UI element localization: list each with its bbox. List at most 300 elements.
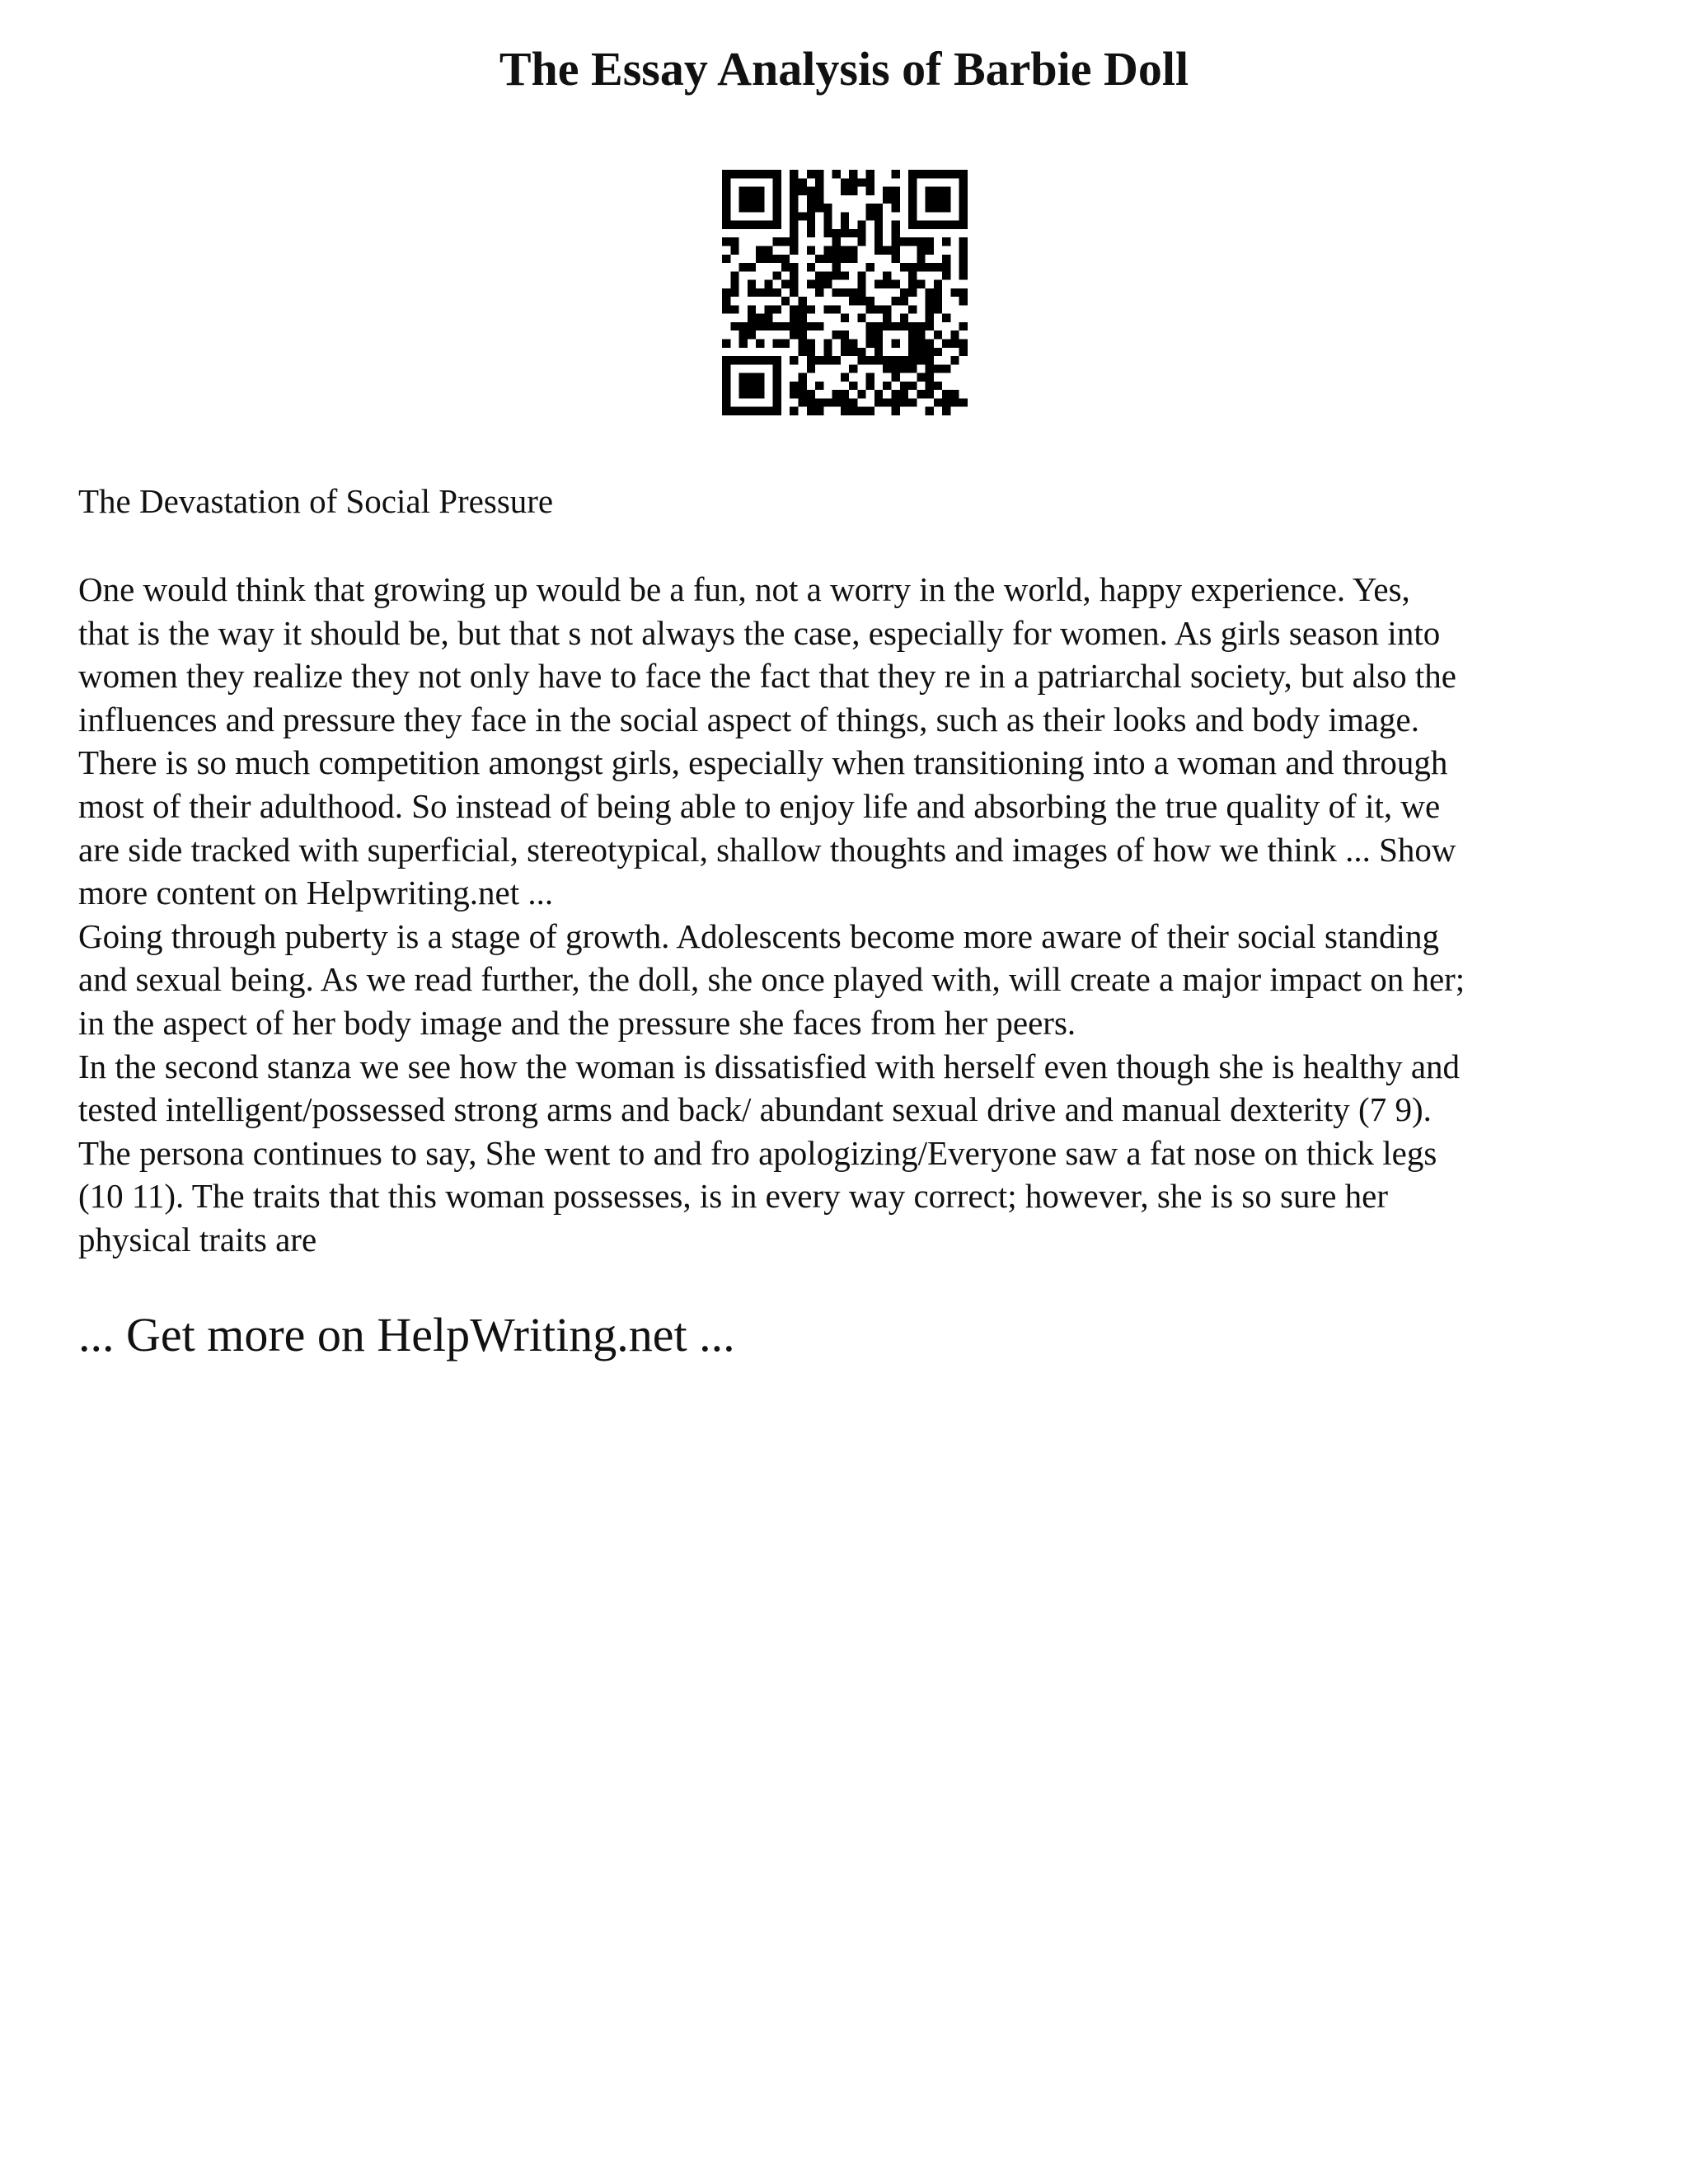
qr-module xyxy=(857,237,865,246)
qr-module xyxy=(807,187,815,195)
qr-module xyxy=(773,212,781,220)
qr-module xyxy=(807,212,815,220)
qr-module xyxy=(857,229,865,237)
qr-module xyxy=(764,221,772,229)
qr-module xyxy=(815,288,823,297)
qr-module xyxy=(926,407,934,415)
qr-module xyxy=(739,195,748,204)
qr-module xyxy=(823,348,832,356)
qr-module xyxy=(790,322,798,330)
qr-module xyxy=(849,398,857,406)
qr-module xyxy=(926,390,934,398)
qr-module xyxy=(908,382,917,390)
qr-module xyxy=(764,314,772,322)
qr-module xyxy=(883,322,891,330)
qr-module xyxy=(748,407,756,415)
qr-module xyxy=(798,212,806,220)
qr-module xyxy=(722,340,730,348)
qr-module xyxy=(823,221,832,229)
qr-module xyxy=(892,229,900,237)
qr-module xyxy=(730,288,738,297)
qr-module xyxy=(959,187,968,195)
qr-module xyxy=(866,373,874,382)
qr-module xyxy=(815,187,823,195)
qr-module xyxy=(807,390,815,398)
qr-module xyxy=(874,348,883,356)
qr-module xyxy=(807,356,815,364)
qr-module xyxy=(798,314,806,322)
qr-module xyxy=(807,398,815,406)
qr-module xyxy=(823,229,832,237)
qr-module xyxy=(832,246,841,254)
qr-module xyxy=(942,390,950,398)
qr-module xyxy=(849,288,857,297)
qr-module xyxy=(815,322,823,330)
qr-module xyxy=(773,305,781,313)
qr-module xyxy=(823,398,832,406)
qr-module xyxy=(849,246,857,254)
qr-module xyxy=(722,407,730,415)
qr-module xyxy=(832,237,841,246)
qr-module xyxy=(790,330,798,339)
qr-module xyxy=(790,390,798,398)
qr-module xyxy=(841,187,849,195)
qr-module xyxy=(798,322,806,330)
qr-module xyxy=(841,398,849,406)
qr-module xyxy=(748,373,756,382)
qr-module xyxy=(773,237,781,246)
qr-module xyxy=(823,255,832,263)
qr-module xyxy=(841,212,849,220)
qr-module xyxy=(926,340,934,348)
qr-module xyxy=(832,390,841,398)
qr-module xyxy=(832,263,841,271)
qr-module xyxy=(857,178,865,186)
text-line: One would think that growing up would be a fun, not a worry in the world, happy experience. Yes, xyxy=(78,570,1410,608)
qr-module xyxy=(892,373,900,382)
qr-module xyxy=(815,407,823,415)
qr-module xyxy=(892,246,900,254)
qr-module xyxy=(823,212,832,220)
qr-module xyxy=(722,382,730,390)
qr-module xyxy=(798,373,806,382)
qr-module xyxy=(739,263,748,271)
qr-module xyxy=(790,187,798,195)
qr-module xyxy=(908,322,917,330)
qr-module xyxy=(832,356,841,364)
qr-module xyxy=(934,330,942,339)
qr-module xyxy=(841,288,849,297)
qr-module xyxy=(866,322,874,330)
qr-module xyxy=(866,382,874,390)
qr-module xyxy=(748,390,756,398)
qr-module xyxy=(866,330,874,339)
text-line: are side tracked with superficial, stereotypical, shallow thoughts and images of how we think ... Show xyxy=(78,830,1456,869)
qr-module xyxy=(908,356,917,364)
qr-module xyxy=(722,373,730,382)
qr-module xyxy=(874,212,883,220)
qr-module xyxy=(790,246,798,254)
qr-module xyxy=(892,187,900,195)
qr-module xyxy=(807,195,815,204)
qr-module xyxy=(892,390,900,398)
qr-module xyxy=(773,364,781,373)
qr-module xyxy=(908,204,917,212)
qr-module xyxy=(739,221,748,229)
qr-module xyxy=(790,178,798,186)
qr-module xyxy=(849,297,857,305)
qr-module xyxy=(756,246,764,254)
qr-module xyxy=(883,356,891,364)
qr-module xyxy=(892,322,900,330)
qr-module xyxy=(959,288,968,297)
qr-module xyxy=(934,297,942,305)
qr-module xyxy=(832,288,841,297)
qr-module xyxy=(832,271,841,279)
qr-module xyxy=(773,340,781,348)
qr-module xyxy=(722,237,730,246)
qr-module xyxy=(756,170,764,178)
qr-module xyxy=(722,195,730,204)
qr-module xyxy=(815,398,823,406)
qr-module xyxy=(892,356,900,364)
text-line: influences and pressure they face in the social aspect of things, such as their looks and body image. xyxy=(78,700,1419,738)
qr-module xyxy=(908,178,917,186)
text-line: Going through puberty is a stage of growth. Adolescents become more aware of their social standing xyxy=(78,916,1439,955)
qr-module xyxy=(857,356,865,364)
qr-module xyxy=(849,255,857,263)
qr-module xyxy=(866,212,874,220)
qr-module xyxy=(748,356,756,364)
qr-module xyxy=(942,237,950,246)
qr-module xyxy=(866,187,874,195)
qr-module xyxy=(950,288,959,297)
qr-module xyxy=(892,237,900,246)
qr-module xyxy=(874,398,883,406)
qr-module xyxy=(773,204,781,212)
qr-module xyxy=(798,330,806,339)
qr-module xyxy=(764,356,772,364)
qr-module xyxy=(841,271,849,279)
qr-module xyxy=(730,322,738,330)
qr-module xyxy=(950,390,959,398)
qr-module xyxy=(748,195,756,204)
qr-module xyxy=(730,280,738,288)
qr-module xyxy=(790,407,798,415)
qr-module xyxy=(756,373,764,382)
qr-module xyxy=(832,398,841,406)
qr-module xyxy=(722,212,730,220)
qr-module xyxy=(807,280,815,288)
qr-module xyxy=(756,288,764,297)
qr-module xyxy=(900,398,908,406)
qr-module xyxy=(942,364,950,373)
qr-module xyxy=(900,297,908,305)
text-line: In the second stanza we see how the woman is dissatisfied with herself even though she is healthy and xyxy=(78,1047,1461,1085)
essay-paragraph xyxy=(78,1045,1628,1262)
qr-module xyxy=(790,288,798,297)
qr-module xyxy=(900,382,908,390)
qr-module xyxy=(942,195,950,204)
qr-module xyxy=(926,373,934,382)
qr-module xyxy=(959,255,968,263)
qr-module xyxy=(815,170,823,178)
qr-module xyxy=(832,305,841,313)
qr-module xyxy=(815,195,823,204)
qr-module xyxy=(764,322,772,330)
qr-module xyxy=(790,271,798,279)
qr-module xyxy=(832,170,841,178)
essay-paragraph xyxy=(78,915,1628,1045)
qr-module xyxy=(917,373,925,382)
qr-module xyxy=(832,330,841,339)
qr-code-icon xyxy=(722,170,968,415)
qr-module xyxy=(849,364,857,373)
qr-module xyxy=(900,390,908,398)
qr-module xyxy=(722,364,730,373)
qr-module xyxy=(790,229,798,237)
qr-module xyxy=(857,348,865,356)
qr-module xyxy=(908,237,917,246)
qr-module xyxy=(917,280,925,288)
qr-module xyxy=(857,297,865,305)
qr-module xyxy=(764,246,772,254)
qr-module xyxy=(815,271,823,279)
qr-module xyxy=(950,170,959,178)
qr-module xyxy=(908,195,917,204)
qr-module xyxy=(722,255,730,263)
qr-module xyxy=(722,305,730,313)
qr-module xyxy=(790,263,798,271)
qr-module xyxy=(815,204,823,212)
qr-module xyxy=(942,314,950,322)
qr-module xyxy=(739,373,748,382)
qr-module xyxy=(790,305,798,313)
qr-module xyxy=(748,314,756,322)
qr-module xyxy=(823,356,832,364)
qr-module xyxy=(874,229,883,237)
qr-module xyxy=(781,340,790,348)
qr-module xyxy=(866,170,874,178)
qr-module xyxy=(756,407,764,415)
qr-module xyxy=(959,246,968,254)
get-more-link[interactable]: ... Get more on HelpWriting.net ... xyxy=(78,1308,735,1361)
qr-module xyxy=(798,178,806,186)
qr-module xyxy=(866,407,874,415)
show-more-link[interactable]: more content on Helpwriting.net ... xyxy=(78,874,554,912)
qr-module xyxy=(917,263,925,271)
qr-module xyxy=(807,263,815,271)
qr-module xyxy=(722,187,730,195)
qr-module xyxy=(849,340,857,348)
qr-module xyxy=(756,195,764,204)
qr-module xyxy=(748,288,756,297)
qr-module xyxy=(942,221,950,229)
qr-module xyxy=(900,322,908,330)
qr-module xyxy=(748,322,756,330)
qr-module xyxy=(807,340,815,348)
qr-module xyxy=(790,314,798,322)
qr-module xyxy=(781,263,790,271)
qr-module xyxy=(841,373,849,382)
qr-module xyxy=(823,340,832,348)
qr-module xyxy=(883,246,891,254)
qr-module xyxy=(934,398,942,406)
qr-module xyxy=(883,305,891,313)
qr-module xyxy=(722,288,730,297)
qr-module xyxy=(857,221,865,229)
qr-module xyxy=(883,382,891,390)
text-line: (10 11). The traits that this woman possesses, is in every way correct; however, she is so sure her xyxy=(78,1177,1389,1216)
qr-module xyxy=(866,178,874,186)
qr-module xyxy=(756,356,764,364)
qr-module xyxy=(908,221,917,229)
qr-module xyxy=(917,390,925,398)
qr-module xyxy=(756,255,764,263)
qr-module xyxy=(874,280,883,288)
qr-module xyxy=(781,280,790,288)
qr-module xyxy=(926,348,934,356)
qr-module xyxy=(730,305,738,313)
qr-module xyxy=(739,390,748,398)
qr-module xyxy=(883,364,891,373)
qr-module xyxy=(748,204,756,212)
qr-module xyxy=(942,255,950,263)
qr-module xyxy=(926,305,934,313)
qr-module xyxy=(926,246,934,254)
qr-module xyxy=(959,340,968,348)
qr-module xyxy=(942,187,950,195)
qr-module xyxy=(790,280,798,288)
qr-module xyxy=(857,280,865,288)
qr-module xyxy=(926,195,934,204)
qr-module xyxy=(764,280,772,288)
qr-module xyxy=(815,356,823,364)
qr-module xyxy=(722,398,730,406)
qr-module xyxy=(748,280,756,288)
qr-module xyxy=(790,382,798,390)
qr-module xyxy=(764,407,772,415)
essay-paragraph xyxy=(78,568,1628,915)
qr-module xyxy=(798,382,806,390)
qr-module xyxy=(773,322,781,330)
qr-module xyxy=(874,390,883,398)
qr-module xyxy=(959,263,968,271)
qr-module xyxy=(950,330,959,339)
qr-module xyxy=(950,340,959,348)
qr-module xyxy=(926,263,934,271)
qr-module xyxy=(849,178,857,186)
qr-module xyxy=(773,221,781,229)
qr-module xyxy=(790,170,798,178)
qr-module xyxy=(874,221,883,229)
qr-module xyxy=(798,297,806,305)
qr-module xyxy=(959,348,968,356)
qr-module xyxy=(807,407,815,415)
qr-module xyxy=(730,221,738,229)
qr-module xyxy=(764,255,772,263)
qr-module xyxy=(934,288,942,297)
qr-module xyxy=(866,204,874,212)
qr-module xyxy=(959,178,968,186)
qr-module xyxy=(823,204,832,212)
qr-module xyxy=(908,271,917,279)
qr-module xyxy=(823,246,832,254)
qr-module xyxy=(773,407,781,415)
qr-module xyxy=(739,407,748,415)
qr-module xyxy=(934,195,942,204)
qr-module xyxy=(807,305,815,313)
qr-module xyxy=(773,195,781,204)
qr-module xyxy=(790,195,798,204)
qr-module xyxy=(773,271,781,279)
qr-module xyxy=(773,398,781,406)
qr-module xyxy=(942,398,950,406)
text-line: women they realize they not only have to face the fact that they re in a patriarchal society, but also the xyxy=(78,657,1456,696)
qr-module xyxy=(798,398,806,406)
qr-module xyxy=(874,322,883,330)
qr-module xyxy=(934,263,942,271)
qr-module xyxy=(883,314,891,322)
qr-module xyxy=(917,356,925,364)
qr-module xyxy=(874,356,883,364)
qr-module xyxy=(756,187,764,195)
qr-module xyxy=(959,195,968,204)
qr-module xyxy=(748,221,756,229)
qr-module xyxy=(756,314,764,322)
qr-module xyxy=(908,398,917,406)
qr-module xyxy=(959,212,968,220)
qr-module xyxy=(926,364,934,373)
qr-module xyxy=(773,170,781,178)
qr-module xyxy=(798,340,806,348)
text-line: and sexual being. As we read further, the doll, she once played with, will create a major impact on her; xyxy=(78,960,1465,999)
qr-module xyxy=(748,187,756,195)
qr-module xyxy=(866,297,874,305)
qr-module xyxy=(892,398,900,406)
document-title: The Essay Analysis of Barbie Doll xyxy=(499,42,1189,96)
qr-module xyxy=(798,305,806,313)
qr-module xyxy=(942,204,950,212)
qr-module xyxy=(773,373,781,382)
qr-module xyxy=(892,407,900,415)
qr-module xyxy=(841,221,849,229)
qr-module xyxy=(730,237,738,246)
qr-module xyxy=(908,288,917,297)
qr-module xyxy=(798,348,806,356)
qr-module xyxy=(874,340,883,348)
qr-module xyxy=(841,178,849,186)
qr-module xyxy=(883,398,891,406)
qr-module xyxy=(773,187,781,195)
qr-module xyxy=(857,390,865,398)
qr-module xyxy=(739,382,748,390)
qr-module xyxy=(730,407,738,415)
qr-module xyxy=(790,237,798,246)
qr-module xyxy=(739,187,748,195)
qr-module xyxy=(917,237,925,246)
qr-module xyxy=(934,221,942,229)
qr-module xyxy=(773,178,781,186)
qr-module xyxy=(900,364,908,373)
qr-module xyxy=(917,330,925,339)
qr-module xyxy=(883,280,891,288)
qr-module xyxy=(815,382,823,390)
qr-module xyxy=(841,255,849,263)
qr-module xyxy=(798,187,806,195)
qr-module xyxy=(807,221,815,229)
qr-module xyxy=(934,382,942,390)
